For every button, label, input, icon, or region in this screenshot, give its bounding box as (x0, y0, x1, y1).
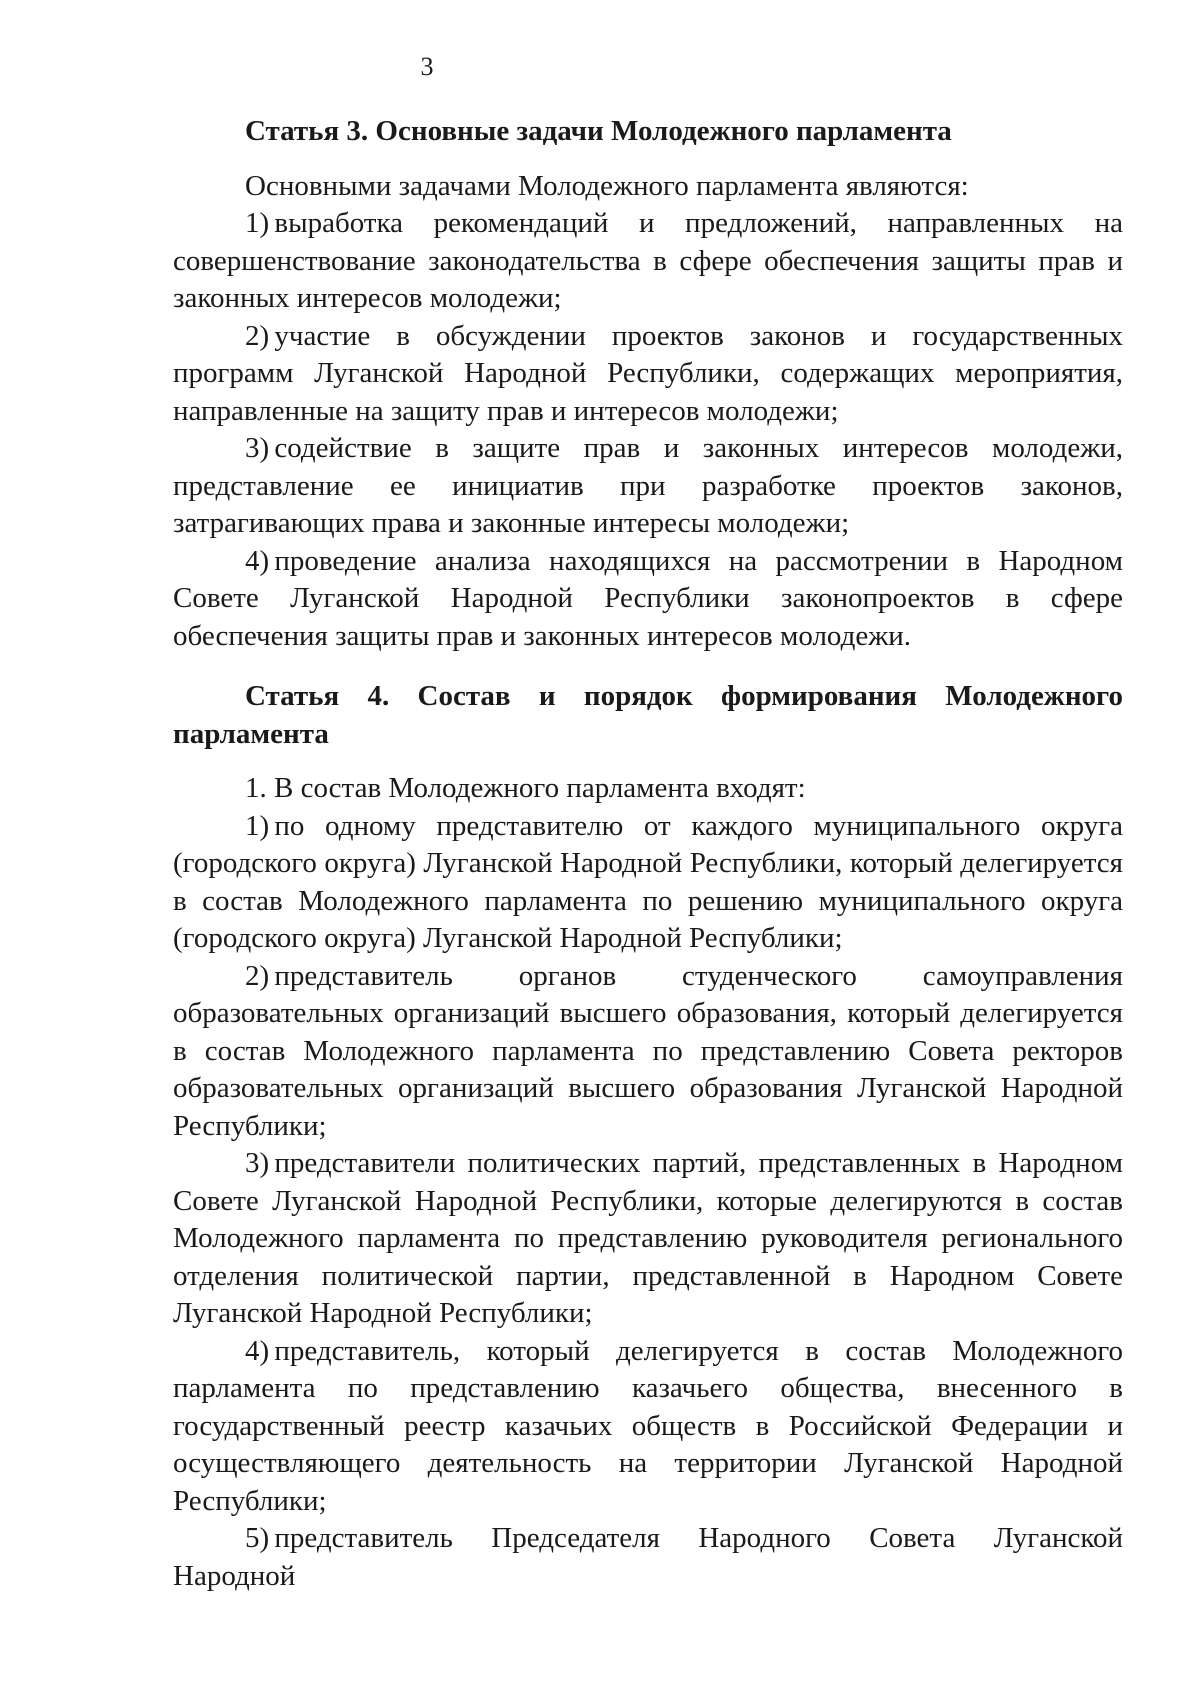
article-4-item-3 (173, 1145, 1123, 1333)
article-4-item-4 (173, 1333, 1123, 1521)
item-number: 4) (245, 1334, 270, 1367)
item-text: проведение анализа находящихся на рассмотрении в Народном Совете Луганской Народной Республики законопроектов в сфере обеспечения защиты прав и законных интересов молодежи. (173, 544, 1123, 652)
article-3-intro: Основными задачами Молодежного парламента являются: (245, 169, 969, 202)
article-4-item-2 (173, 958, 1123, 1146)
item-number: 2) (245, 319, 270, 352)
item-text: выработка рекомендаций и предложений, направленных на совершенствование законодательства в сфере обеспечения защиты прав и законных интересов молодежи; (173, 207, 1123, 314)
article-4-heading: Статья 4. Состав и порядок формирования Молодежного парламента (173, 680, 1123, 750)
document-body (173, 113, 1123, 1595)
item-number: 1) (245, 809, 270, 842)
item-number: 2) (245, 959, 270, 992)
item-text: участие в обсуждении проектов законов и государственных программ Луганской Народной Республики, содержащих мероприятия, направленные на защиту прав и интересов молодежи; (173, 319, 1123, 427)
article-3-item-2 (173, 318, 1123, 431)
page-number: 3 (420, 52, 434, 81)
article-4-intro: 1. В состав Молодежного парламента входят: (245, 772, 806, 804)
item-number: 3) (245, 1147, 270, 1179)
item-text: представитель, который делегируется в состав Молодежного парламента по представлению казачьего общества, внесенного в государственный реестр казачьих обществ в Российской Федерации и осуществляющего деятельность на территории Луганской Народной Республики; (173, 1334, 1123, 1517)
article-3 (173, 113, 1123, 655)
item-number: 4) (245, 544, 270, 577)
item-number: 5) (245, 1522, 270, 1554)
article-3-heading: Статья 3. Основные задачи Молодежного парламента (245, 115, 952, 147)
item-number: 1) (245, 207, 270, 239)
item-text: содействие в защите прав и законных интересов молодежи, представление ее инициатив при разработке проектов законов, затрагивающих права и законные интересы молодежи; (173, 432, 1123, 539)
article-4-item-5 (173, 1520, 1123, 1595)
article-3-item-1 (173, 205, 1123, 318)
article-4 (173, 678, 1123, 1595)
item-text: представители политических партий, представленных в Народном Совете Луганской Народной Республики, которые делегируются в состав Молодежного парламента по представлению руководителя регионального отделения политической партии, представленной в Народном Совете Луганской Народной Республики; (173, 1147, 1123, 1329)
item-text: по одному представителю от каждого муниципального округа (городского округа) Луганской Народной Республики, который делегируется в состав Молодежного парламента по решению муниципального округа (городского округа) Луганской Народной Республики; (173, 809, 1123, 954)
item-text: представитель органов студенческого самоуправления образовательных организаций высшего образования, который делегируется в состав Молодежного парламента по представлению Совета ректоров образовательных организаций высшего образования Луганской Народной Республики; (173, 959, 1123, 1142)
item-text: представитель Председателя Народного Совета Луганской Народной (173, 1522, 1123, 1592)
item-number: 3) (245, 432, 270, 464)
article-3-item-4 (173, 543, 1123, 656)
article-3-item-3 (173, 430, 1123, 543)
article-4-item-1 (173, 808, 1123, 958)
